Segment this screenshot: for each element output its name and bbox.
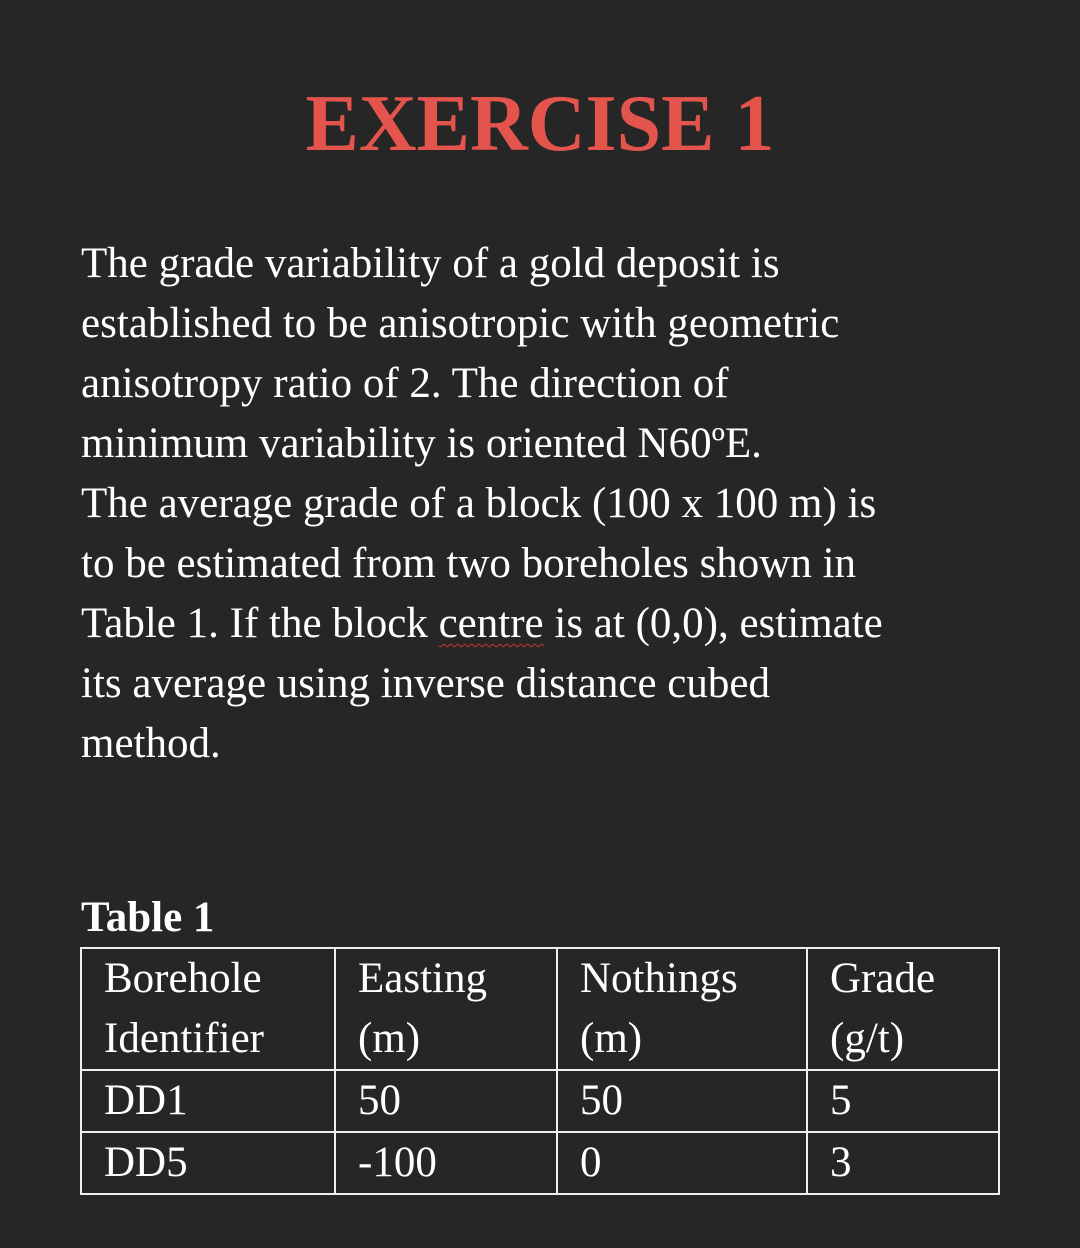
text-line: The grade variability of a gold deposit is: [81, 240, 780, 287]
text-line: [81, 594, 883, 654]
header-cell: [81, 948, 335, 1070]
table-row: [81, 1070, 999, 1132]
header-line: Borehole: [104, 955, 262, 1002]
text-line: The average grade of a block (100 x 100 m) is: [81, 480, 877, 527]
text-line: minimum variability is oriented N60ºE.: [81, 420, 762, 467]
text-line: its average using inverse distance cubed: [81, 660, 770, 707]
table-header-row: [81, 948, 999, 1070]
exercise-title: EXERCISE 1: [305, 80, 775, 168]
table-cell: 50: [335, 1070, 557, 1132]
header-line: Nothings: [580, 955, 738, 1002]
table-cell: 5: [807, 1070, 999, 1132]
table-cell: 3: [807, 1132, 999, 1194]
text-line: method.: [81, 720, 221, 767]
header-line: (m): [580, 1015, 643, 1062]
header-line: Easting: [358, 955, 487, 1002]
header-line: Identifier: [104, 1015, 264, 1062]
table-cell: DD1: [81, 1070, 335, 1132]
text-line: established to be anisotropic with geometric: [81, 300, 840, 347]
table-cell: DD5: [81, 1132, 335, 1194]
header-cell: [335, 948, 557, 1070]
borehole-table: [80, 947, 1000, 1195]
header-line: (m): [358, 1015, 421, 1062]
problem-statement: [81, 234, 883, 774]
text-segment: Table 1. If the block: [81, 600, 439, 647]
header-cell: [807, 948, 999, 1070]
header-cell: [557, 948, 807, 1070]
table-cell: 0: [557, 1132, 807, 1194]
table-cell: 50: [557, 1070, 807, 1132]
spellcheck-word: centre: [438, 600, 544, 647]
table-caption: Table 1: [81, 894, 215, 941]
text-segment: is at (0,0), estimate: [543, 600, 883, 647]
header-line: Grade: [830, 955, 936, 1002]
text-line: to be estimated from two boreholes shown in: [81, 540, 857, 587]
table-cell: -100: [335, 1132, 557, 1194]
table-row: [81, 1132, 999, 1194]
header-line: (g/t): [830, 1015, 905, 1062]
text-line: anisotropy ratio of 2. The direction of: [81, 360, 729, 407]
